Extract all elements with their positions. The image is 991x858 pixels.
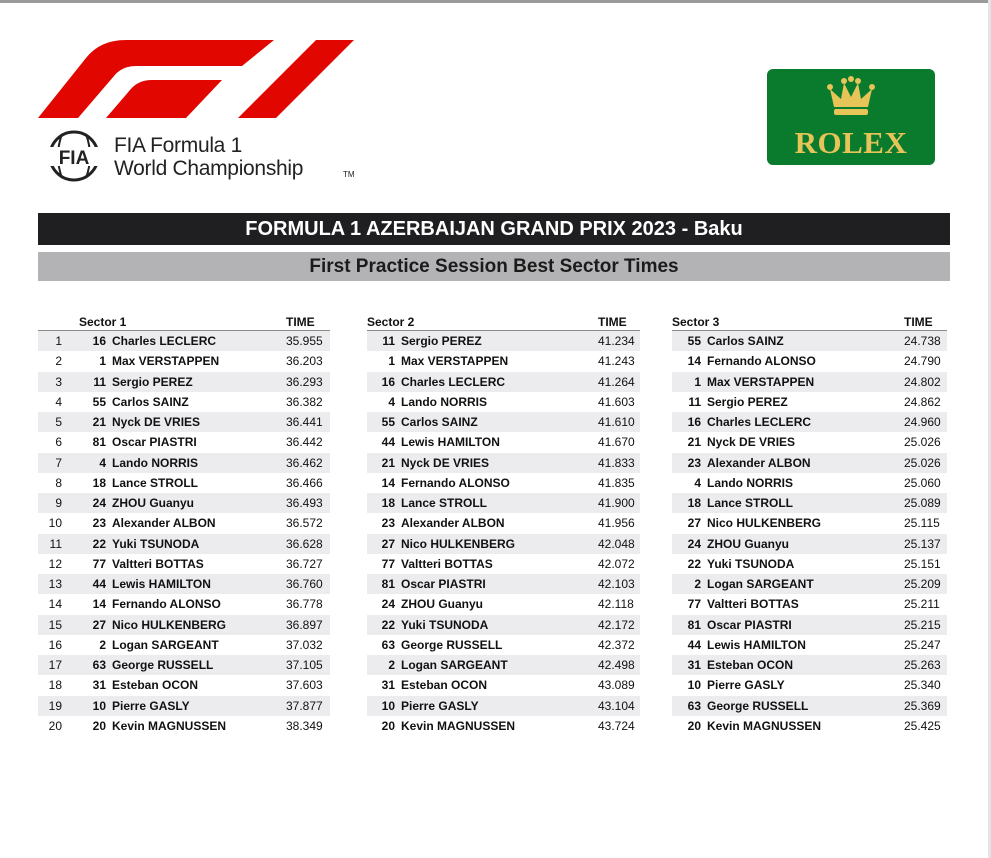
car-number: 2 <box>694 577 701 591</box>
table-row <box>672 574 947 594</box>
position: 2 <box>55 354 62 369</box>
car-number: 55 <box>381 415 395 429</box>
f1-logo-icon <box>38 36 358 118</box>
sector-time: 41.264 <box>598 374 635 389</box>
table-row <box>367 615 640 635</box>
sector-time: 41.833 <box>598 455 635 470</box>
sector-time: 37.032 <box>286 637 323 652</box>
driver-name: Nico HULKENBERG <box>707 516 822 531</box>
sector-time: 36.760 <box>286 577 323 591</box>
time-column-header: TIME <box>286 315 315 329</box>
car-number: 18 <box>92 475 106 490</box>
table-row <box>367 635 640 655</box>
driver-name: Lance STROLL <box>112 475 199 490</box>
car-number: 4 <box>694 475 701 490</box>
sector-time: 41.900 <box>598 496 635 510</box>
car-number: 22 <box>381 617 395 632</box>
driver-name: George RUSSELL <box>112 658 214 672</box>
car-number: 16 <box>381 374 395 389</box>
sector-time: 25.137 <box>904 536 941 551</box>
table-row <box>38 716 330 736</box>
car-number: 11 <box>382 334 395 348</box>
sector-time: 37.603 <box>286 678 323 693</box>
table-row <box>672 594 947 614</box>
table-row <box>672 392 947 412</box>
car-number: 27 <box>381 536 395 551</box>
sector-1-table <box>38 313 330 736</box>
sector-time: 25.209 <box>904 577 941 591</box>
table-row <box>38 412 330 432</box>
table-row <box>672 513 947 533</box>
sector-time: 25.247 <box>904 637 941 652</box>
driver-name: Logan SARGEANT <box>707 577 814 591</box>
sector-time: 25.026 <box>904 455 941 470</box>
sector-time: 43.089 <box>598 678 635 693</box>
svg-text:FIA: FIA <box>58 148 90 169</box>
driver-name: Yuki TSUNODA <box>707 556 795 571</box>
table-row <box>672 453 947 473</box>
car-number: 77 <box>687 597 701 612</box>
car-number: 24 <box>92 496 106 510</box>
car-number: 81 <box>92 435 106 450</box>
driver-name: Logan SARGEANT <box>112 637 219 652</box>
table-row <box>38 392 330 412</box>
driver-name: Lewis HAMILTON <box>707 637 806 652</box>
sector-time: 25.340 <box>904 678 941 693</box>
car-number: 31 <box>92 678 106 693</box>
driver-name: ZHOU Guanyu <box>112 496 195 510</box>
driver-name: Lewis HAMILTON <box>112 577 211 591</box>
driver-name: Nyck DE VRIES <box>112 415 201 429</box>
driver-name: Oscar PIASTRI <box>112 435 197 450</box>
sector-time: 41.835 <box>598 475 635 490</box>
sector-time: 36.628 <box>286 536 323 551</box>
table-row <box>367 574 640 594</box>
sector-header <box>672 313 947 331</box>
car-number: 14 <box>381 475 395 490</box>
table-row <box>672 473 947 493</box>
driver-name: Esteban OCON <box>112 678 199 693</box>
sector-time: 25.369 <box>904 698 941 713</box>
car-number: 81 <box>687 617 701 632</box>
sector-time: 36.203 <box>286 354 323 369</box>
car-number: 10 <box>687 678 701 693</box>
car-number: 20 <box>92 718 106 733</box>
driver-name: Pierre GASLY <box>112 698 190 713</box>
driver-name: Charles LECLERC <box>401 374 506 389</box>
car-number: 23 <box>687 455 701 470</box>
driver-name: Logan SARGEANT <box>401 658 508 672</box>
sector-time: 24.790 <box>904 354 941 369</box>
sector-time: 36.572 <box>286 516 323 531</box>
driver-name: Carlos SAINZ <box>401 415 478 429</box>
sector-time: 24.862 <box>904 394 941 409</box>
driver-name: Nyck DE VRIES <box>401 455 490 470</box>
table-row <box>367 594 640 614</box>
driver-name: Pierre GASLY <box>707 678 785 693</box>
car-number: 27 <box>92 617 106 632</box>
car-number: 44 <box>92 577 106 591</box>
table-row <box>38 331 330 351</box>
sector-time: 41.610 <box>598 415 635 429</box>
position: 17 <box>48 658 62 672</box>
table-row <box>367 655 640 675</box>
position: 10 <box>48 516 62 531</box>
driver-name: ZHOU Guanyu <box>401 597 484 612</box>
table-row <box>38 473 330 493</box>
table-row <box>367 513 640 533</box>
position: 9 <box>55 496 62 510</box>
car-number: 20 <box>381 718 395 733</box>
driver-name: Alexander ALBON <box>707 455 811 470</box>
sector-time: 42.048 <box>598 536 635 551</box>
driver-name: Alexander ALBON <box>401 516 505 531</box>
car-number: 55 <box>92 394 106 409</box>
table-row <box>672 615 947 635</box>
sector-time: 25.151 <box>904 556 941 571</box>
sector-time: 42.498 <box>598 658 635 672</box>
position: 19 <box>48 698 62 713</box>
car-number: 4 <box>388 394 395 409</box>
sector-label: Sector 3 <box>672 315 720 329</box>
car-number: 11 <box>688 394 701 409</box>
sector-time: 24.960 <box>904 415 941 429</box>
driver-name: Charles LECLERC <box>707 415 812 429</box>
sector-time: 36.441 <box>286 415 323 429</box>
car-number: 22 <box>687 556 701 571</box>
car-number: 63 <box>92 658 106 672</box>
table-row <box>38 635 330 655</box>
driver-name: ZHOU Guanyu <box>707 536 790 551</box>
sector-time: 36.462 <box>286 455 323 470</box>
table-row <box>672 675 947 695</box>
car-number: 1 <box>694 374 701 389</box>
driver-name: Pierre GASLY <box>401 698 479 713</box>
driver-name: Fernando ALONSO <box>707 354 816 369</box>
table-row <box>38 615 330 635</box>
car-number: 18 <box>687 496 701 510</box>
table-row <box>367 716 640 736</box>
sector-3-table <box>672 313 947 736</box>
table-row <box>367 331 640 351</box>
driver-name: Charles LECLERC <box>112 334 217 348</box>
driver-name: Valtteri BOTTAS <box>707 597 799 612</box>
event-title: FORMULA 1 AZERBAIJAN GRAND PRIX 2023 - Baku <box>38 213 950 245</box>
table-row <box>38 432 330 452</box>
car-number: 11 <box>93 374 106 389</box>
fia-branding <box>40 130 370 182</box>
table-row <box>367 534 640 554</box>
table-row <box>367 696 640 716</box>
driver-name: Valtteri BOTTAS <box>112 556 204 571</box>
driver-name: Carlos SAINZ <box>707 334 784 348</box>
car-number: 55 <box>687 334 701 348</box>
table-row <box>367 453 640 473</box>
car-number: 1 <box>99 354 106 369</box>
car-number: 44 <box>381 435 395 450</box>
table-row <box>367 493 640 513</box>
car-number: 27 <box>687 516 701 531</box>
sector-time: 24.802 <box>904 374 941 389</box>
driver-name: Valtteri BOTTAS <box>401 556 493 571</box>
table-row <box>367 412 640 432</box>
driver-name: Carlos SAINZ <box>112 394 189 409</box>
car-number: 2 <box>99 637 106 652</box>
table-row <box>38 453 330 473</box>
time-column-header: TIME <box>904 315 933 329</box>
car-number: 21 <box>381 455 395 470</box>
fia-seal-icon <box>40 130 108 182</box>
position: 14 <box>48 597 62 612</box>
position: 11 <box>49 536 62 551</box>
sector-time: 38.349 <box>286 718 323 733</box>
car-number: 23 <box>92 516 106 531</box>
table-row <box>38 493 330 513</box>
sector-time: 24.738 <box>904 334 941 348</box>
sector-time: 36.778 <box>286 597 323 612</box>
driver-name: Sergio PEREZ <box>112 374 193 389</box>
table-row <box>672 331 947 351</box>
position: 20 <box>48 718 62 733</box>
page-top-rule <box>0 0 991 3</box>
table-row <box>672 655 947 675</box>
position: 12 <box>48 556 62 571</box>
table-row <box>672 635 947 655</box>
rolex-logo <box>767 69 935 165</box>
driver-name: Yuki TSUNODA <box>112 536 200 551</box>
car-number: 4 <box>99 455 106 470</box>
table-row <box>38 655 330 675</box>
position: 13 <box>48 577 62 591</box>
rolex-wordmark: ROLEX <box>794 125 908 160</box>
table-row <box>38 594 330 614</box>
table-row <box>672 696 947 716</box>
sector-time: 43.724 <box>598 718 635 733</box>
driver-name: Lando NORRIS <box>112 455 198 470</box>
car-number: 81 <box>381 577 395 591</box>
car-number: 2 <box>388 658 395 672</box>
driver-name: Lance STROLL <box>401 496 488 510</box>
car-number: 77 <box>381 556 395 571</box>
car-number: 10 <box>92 698 106 713</box>
driver-name: Yuki TSUNODA <box>401 617 489 632</box>
position: 16 <box>48 637 62 652</box>
car-number: 63 <box>687 698 701 713</box>
driver-name: Lance STROLL <box>707 496 794 510</box>
car-number: 16 <box>687 415 701 429</box>
car-number: 10 <box>381 698 395 713</box>
driver-name: George RUSSELL <box>707 698 809 713</box>
table-row <box>672 716 947 736</box>
sector-time: 41.956 <box>598 516 635 531</box>
table-row <box>367 432 640 452</box>
table-row <box>38 513 330 533</box>
driver-name: Max VERSTAPPEN <box>112 354 220 369</box>
driver-name: Oscar PIASTRI <box>707 617 792 632</box>
driver-name: Esteban OCON <box>401 678 488 693</box>
table-row <box>367 351 640 371</box>
table-row <box>672 432 947 452</box>
sector-time: 25.263 <box>904 658 941 672</box>
driver-name: Max VERSTAPPEN <box>401 354 509 369</box>
sector-time: 36.442 <box>286 435 323 450</box>
car-number: 44 <box>687 637 701 652</box>
sector-time: 42.072 <box>598 556 635 571</box>
table-row <box>38 696 330 716</box>
position: 15 <box>48 617 62 632</box>
sector-time: 37.877 <box>286 698 323 713</box>
position: 1 <box>55 334 62 348</box>
sector-label: Sector 2 <box>367 315 415 329</box>
sector-time: 42.372 <box>598 637 635 652</box>
sector-time: 36.293 <box>286 374 323 389</box>
sector-time: 36.382 <box>286 394 323 409</box>
sector-time: 37.105 <box>286 658 323 672</box>
sector-time: 42.103 <box>598 577 635 591</box>
car-number: 20 <box>687 718 701 733</box>
driver-name: Sergio PEREZ <box>707 394 788 409</box>
driver-name: Nico HULKENBERG <box>401 536 516 551</box>
sector-label: Sector 1 <box>79 315 127 329</box>
car-number: 22 <box>92 536 106 551</box>
car-number: 21 <box>92 415 106 429</box>
sector-time: 41.603 <box>598 394 635 409</box>
sector-time: 41.234 <box>598 334 635 348</box>
table-row <box>38 574 330 594</box>
sector-2-table <box>367 313 640 736</box>
sector-time: 25.115 <box>904 516 940 531</box>
position: 6 <box>55 435 62 450</box>
trademark-mark: TM <box>343 170 355 179</box>
table-row <box>38 675 330 695</box>
sector-time: 25.026 <box>904 435 941 450</box>
car-number: 18 <box>381 496 395 510</box>
sector-time: 36.493 <box>286 496 323 510</box>
sector-header <box>367 313 640 331</box>
table-row <box>367 372 640 392</box>
table-row <box>38 554 330 574</box>
fia-title-line1: FIA Formula 1 <box>114 134 242 157</box>
driver-name: Kevin MAGNUSSEN <box>707 718 822 733</box>
position: 7 <box>55 455 62 470</box>
table-row <box>672 493 947 513</box>
crown-icon <box>826 75 876 119</box>
table-row <box>367 392 640 412</box>
session-title: First Practice Session Best Sector Times <box>38 252 950 281</box>
position: 3 <box>55 374 62 389</box>
time-column-header: TIME <box>598 315 627 329</box>
table-row <box>367 473 640 493</box>
position: 8 <box>55 475 62 490</box>
position: 5 <box>55 415 62 429</box>
sector-time: 42.172 <box>598 617 635 632</box>
driver-name: George RUSSELL <box>401 637 503 652</box>
table-row <box>672 554 947 574</box>
driver-name: Nico HULKENBERG <box>112 617 227 632</box>
driver-name: Lewis HAMILTON <box>401 435 500 450</box>
fia-title-line2: World Championship <box>114 157 304 180</box>
sector-time: 43.104 <box>598 698 635 713</box>
sector-time: 25.215 <box>904 617 941 632</box>
car-number: 14 <box>687 354 701 369</box>
sector-time: 41.670 <box>598 435 635 450</box>
car-number: 23 <box>381 516 395 531</box>
sector-time: 25.211 <box>904 597 940 612</box>
car-number: 14 <box>92 597 106 612</box>
position: 18 <box>48 678 62 693</box>
car-number: 31 <box>381 678 395 693</box>
car-number: 1 <box>388 354 395 369</box>
driver-name: Kevin MAGNUSSEN <box>401 718 516 733</box>
car-number: 31 <box>687 658 701 672</box>
driver-name: Esteban OCON <box>707 658 794 672</box>
sector-time: 25.089 <box>904 496 941 510</box>
table-row <box>672 534 947 554</box>
driver-name: Lando NORRIS <box>707 475 793 490</box>
car-number: 24 <box>381 597 395 612</box>
driver-name: Max VERSTAPPEN <box>707 374 815 389</box>
car-number: 24 <box>687 536 701 551</box>
driver-name: Sergio PEREZ <box>401 334 482 348</box>
driver-name: Oscar PIASTRI <box>401 577 486 591</box>
table-row <box>367 675 640 695</box>
driver-name: Alexander ALBON <box>112 516 216 531</box>
driver-name: Kevin MAGNUSSEN <box>112 718 227 733</box>
table-row <box>672 412 947 432</box>
car-number: 63 <box>381 637 395 652</box>
table-row <box>38 534 330 554</box>
sector-time: 42.118 <box>598 597 634 612</box>
sector-header <box>38 313 330 331</box>
sector-time: 35.955 <box>286 334 323 348</box>
driver-name: Fernando ALONSO <box>112 597 221 612</box>
table-row <box>672 351 947 371</box>
car-number: 16 <box>92 334 106 348</box>
sector-time: 36.897 <box>286 617 323 632</box>
table-row <box>672 372 947 392</box>
table-row <box>367 554 640 574</box>
car-number: 21 <box>687 435 701 450</box>
driver-name: Nyck DE VRIES <box>707 435 796 450</box>
sector-time: 36.727 <box>286 556 323 571</box>
position: 4 <box>55 394 62 409</box>
driver-name: Fernando ALONSO <box>401 475 510 490</box>
sector-time: 25.060 <box>904 475 941 490</box>
car-number: 77 <box>92 556 106 571</box>
driver-name: Lando NORRIS <box>401 394 487 409</box>
table-row <box>38 351 330 371</box>
table-row <box>38 372 330 392</box>
sector-time: 36.466 <box>286 475 323 490</box>
sector-time: 25.425 <box>904 718 941 733</box>
sector-time: 41.243 <box>598 354 635 369</box>
